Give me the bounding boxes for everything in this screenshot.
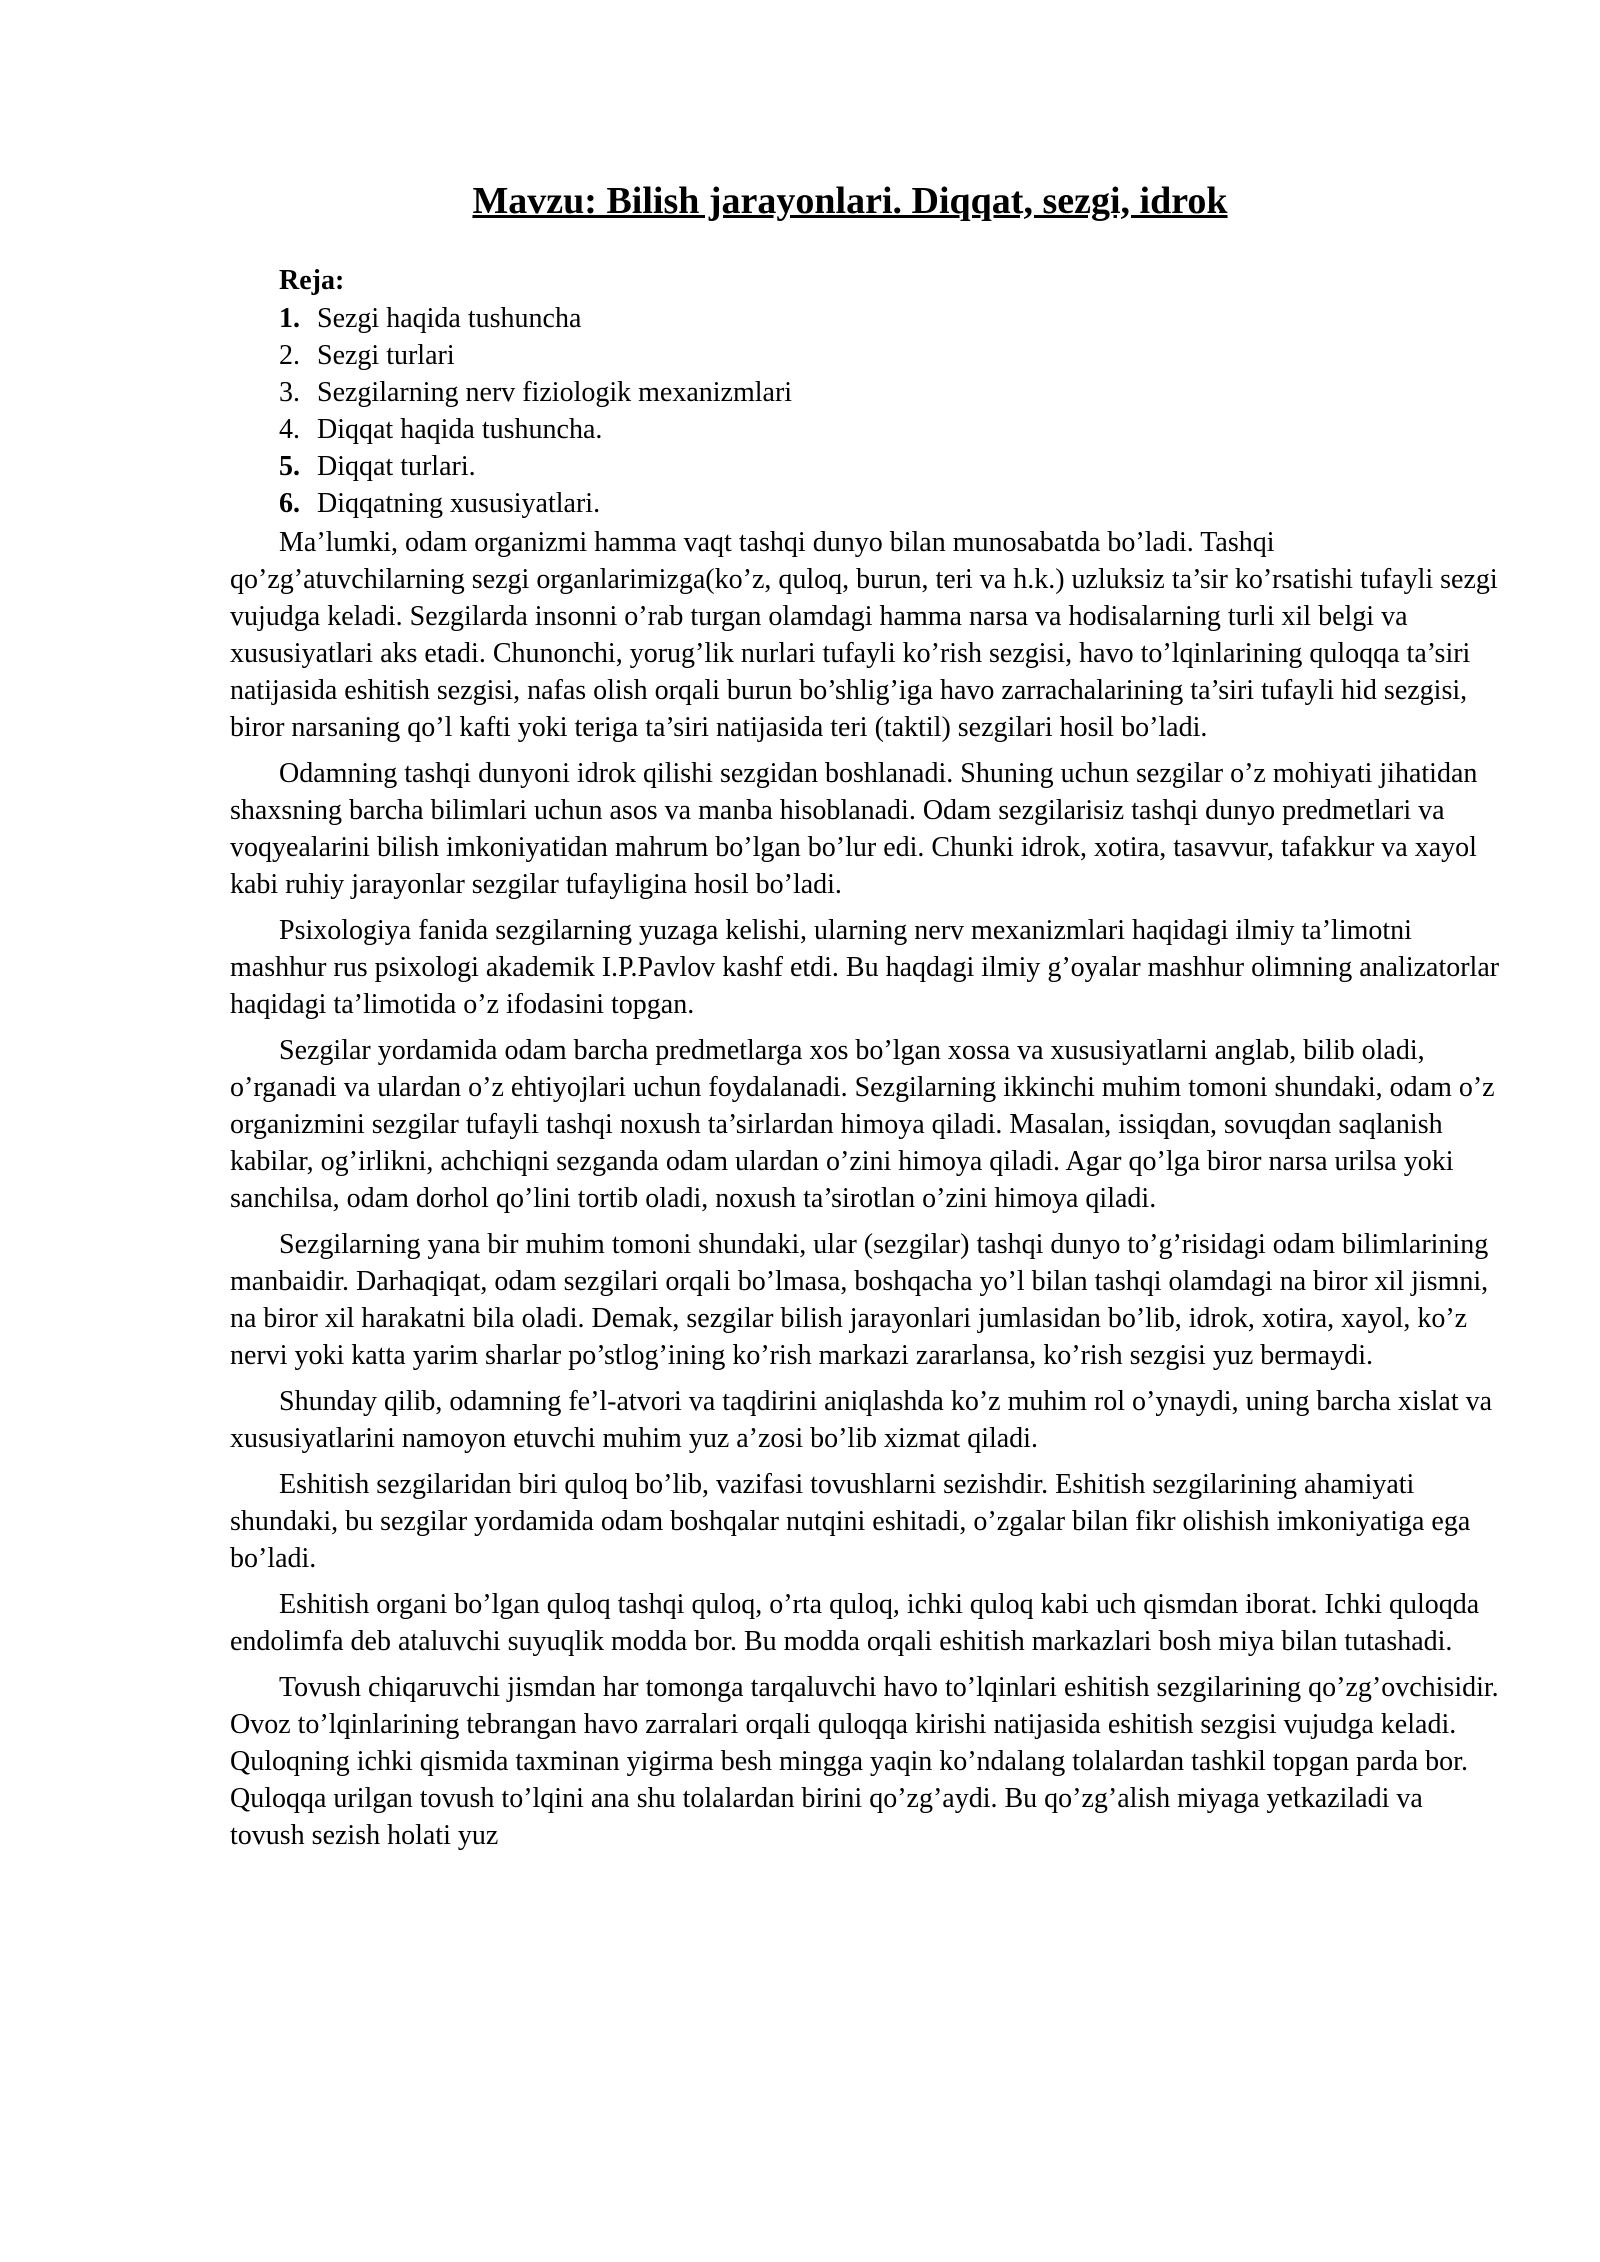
plan-item-text: Sezgi turlari xyxy=(317,340,455,371)
plan-item-text: Sezgi haqida tushuncha xyxy=(317,303,582,334)
plan-item-text: Diqqat haqida tushuncha. xyxy=(317,414,603,445)
plan-item xyxy=(279,411,792,448)
plan-item xyxy=(279,374,792,411)
plan-item xyxy=(279,300,792,337)
plan-item-number: 3. xyxy=(279,377,300,408)
body-paragraph: Eshitish sezgilaridan biri quloq bo’lib, vazifasi tovushlarni sezishdir. Eshitish sezgilarining ahamiyati shundaki, bu sezgilar yordamida odam boshqalar nutqini eshitadi, o’zgalar bilan fikr olishish imkoniyatiga ega bo’ladi. xyxy=(230,1469,1471,1574)
body-paragraph: Sezgilar yordamida odam barcha predmetlarga xos bo’lgan xossa va xususiyatlarni anglab, bilib oladi, o’rganadi va ulardan o’z ehtiyojlari uchun foydalanadi. Sezgilarning ikkinchi muhim tomoni shundaki, odam o’z organizmini sezgilar tufayli tashqi noxush ta’sirlardan himoya qiladi. Masalan, issiqdan, sovuqdan saqlanish kabilar, og’irlikni, achchiqni sezganda odam ulardan o’zini himoya qiladi. Agar qo’lga biror narsa urilsa yoki sanchilsa, odam dorhol qo’lini tortib oladi, noxush ta’sirotlan o’zini himoya qiladi. xyxy=(230,1035,1495,1214)
plan-item-text: Diqqat turlari. xyxy=(317,451,476,482)
body-paragraph: Shunday qilib, odamning fe’l-atvori va taqdirini aniqlashda ko’z muhim rol o’ynaydi, uning barcha xislat va xususiyatlarini namoyon etuvchi muhim yuz a’zosi bo’lib xizmat qiladi. xyxy=(230,1386,1493,1454)
body-paragraph: Sezgilarning yana bir muhim tomoni shundaki, ular (sezgilar) tashqi dunyo to’g’risidagi odam bilimlarining manbaidir. Darhaqiqat, odam sezgilari orqali bo’lmasa, boshqacha yo’l bilan tashqi olamdagi na biror xil jismni, na biror xil harakatni bila oladi. Demak, sezgilar bilish jarayonlari jumlasidan bo’lib, idrok, xotira, xayol, ko’z nervi yoki katta yarim sharlar po’stlog’ining ko’rish markazi zararlansa, ko’rish sezgisi yuz bermaydi. xyxy=(230,1229,1489,1371)
plan-item-number: 4. xyxy=(279,414,300,445)
body-paragraph: Psixologiya fanida sezgilarning yuzaga kelishi, ularning nerv mexanizmlari haqidagi ilmiy ta’limotni mashhur rus psixologi akademik I.P.Pavlov kashf etdi. Bu haqdagi ilmiy g’oyalar mashhur olimning analizatorlar haqidagi ta’limotida o’z ifodasini topgan. xyxy=(230,915,1500,1020)
plan-item-text: Sezgilarning nerv fiziologik mexanizmlari xyxy=(317,377,793,408)
body-paragraph: Ma’lumki, odam organizmi hamma vaqt tashqi dunyo bilan munosabatda bo’ladi. Tashqi qo’zg’atuvchilarning sezgi organlarimizga(ko’z, quloq, burun, teri va h.k.) uzluksiz ta’sir ko’rsatishi tufayli sezgi vujudga keladi. Sezgilarda insonni o’rab turgan olamdagi hamma narsa va hodisalarning turli xil belgi va xususiyatlari aks etadi. Chunonchi, yorug’lik nurlari tufayli ko’rish sezgisi, havo to’lqinlarining quloqqa ta’siri natijasida eshitish sezgisi, nafas olish orqali burun bo’shlig’iga havo zarrachalarining ta’siri tufayli hid sezgisi, biror narsaning qo’l kafti yoki teriga ta’siri natijasida teri (taktil) sezgilari hosil bo’ladi. xyxy=(230,527,1498,743)
document-body xyxy=(230,524,1500,1863)
plan-item xyxy=(279,485,792,522)
plan-item xyxy=(279,337,792,374)
plan-item-number: 2. xyxy=(279,340,300,371)
body-paragraph: Eshitish organi bo’lgan quloq tashqi quloq, o’rta quloq, ichki quloq kabi uch qismdan iborat. Ichki quloqda endolimfa deb ataluvchi suyuqlik modda bor. Bu modda orqali eshitish markazlari bosh miya bilan tutashadi. xyxy=(230,1589,1480,1657)
page-title: Mavzu: Bilish jarayonlari. Diqqat, sezgi, idrok xyxy=(472,180,1228,222)
plan-item xyxy=(279,448,792,485)
plan-item-text: Diqqatning xususiyatlari. xyxy=(317,488,601,519)
body-paragraph: Odamning tashqi dunyoni idrok qilishi sezgidan boshlanadi. Shuning uchun sezgilar o’z mohiyati jihatidan shaxsning barcha bilimlari uchun asos va manba hisoblanadi. Odam sezgilarisiz tashqi dunyo predmetlari va voqyealarini bilish imkoniyatidan mahrum bo’lgan bo’lur edi. Chunki idrok, xotira, tasavvur, tafakkur va xayol kabi ruhiy jarayonlar sezgilar tufayligina hosil bo’ladi. xyxy=(230,758,1478,900)
plan-item-number: 1. xyxy=(279,303,300,334)
plan-item-number: 5. xyxy=(279,451,300,482)
body-paragraph: Tovush chiqaruvchi jismdan har tomonga tarqaluvchi havo to’lqinlari eshitish sezgilarining qo’zg’ovchisidir. Ovoz to’lqinlarining tebrangan havo zarralari orqali quloqqa kirishi natijasida eshitish sezgisi vujudga keladi. Quloqning ichki qismida taxminan yigirma besh mingga yaqin ko’ndalang tolalardan tashkil topgan parda bor. Quloqqa urilgan tovush to’lqini ana shu tolalardan birini qo’zg’aydi. Bu qo’zg’alish miyaga yetkaziladi va tovush sezish holati yuz xyxy=(230,1672,1499,1851)
plan-item-number: 6. xyxy=(279,488,300,519)
plan-list xyxy=(279,300,792,522)
plan-heading: Reja: xyxy=(279,265,345,296)
